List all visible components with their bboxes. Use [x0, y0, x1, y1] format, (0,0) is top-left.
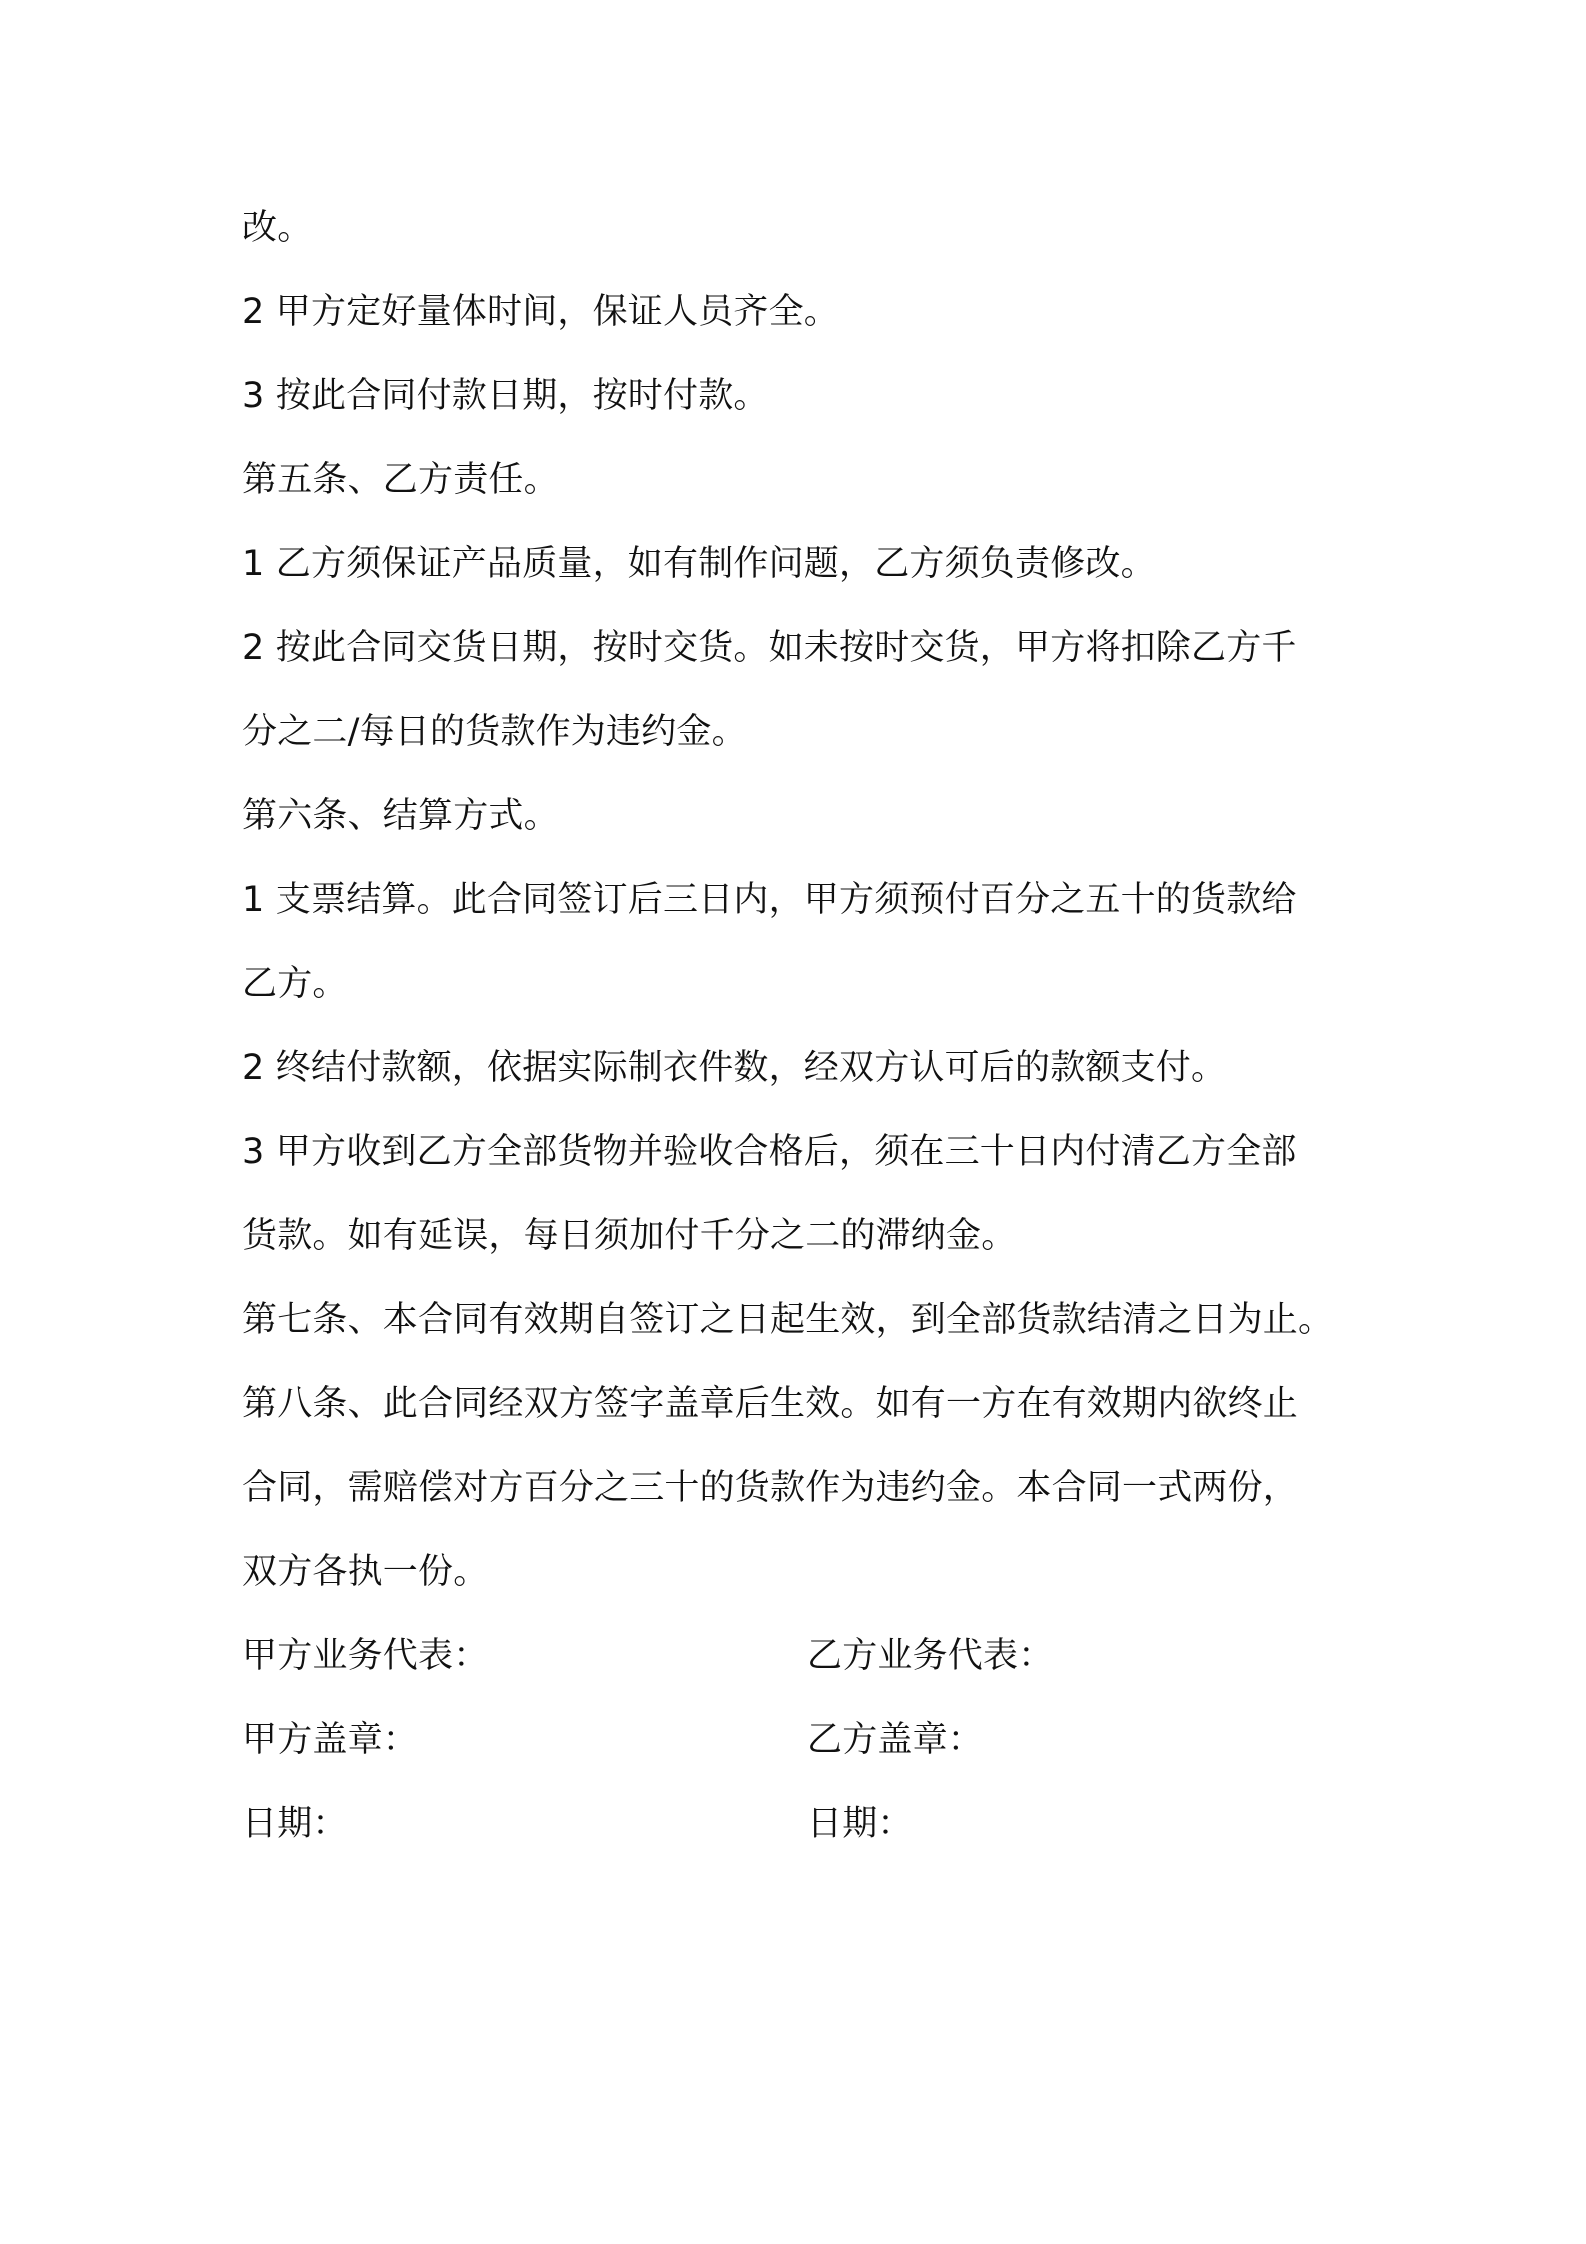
text-line: 改。 [242, 208, 313, 248]
text-line: 双方各执一份。 [242, 1552, 489, 1592]
section-heading: 第八条、此合同经双方签字盖章后生效。如有一方在有效期内欲终止 [242, 1384, 1299, 1424]
text-line: 3 甲方收到乙方全部货物并验收合格后，须在三十日内付清乙方全部 [242, 1132, 1297, 1172]
party-a-date-label: 日期： [242, 1804, 348, 1844]
text-line: 货款。如有延误，每日须加付千分之二的滞纳金。 [242, 1216, 1017, 1256]
section-heading: 第五条、乙方责任。 [242, 460, 559, 500]
section-heading: 第七条、本合同有效期自签订之日起生效，到全部货款结清之日为止。 [242, 1300, 1334, 1340]
text-line: 2 甲方定好量体时间，保证人员齐全。 [242, 292, 839, 332]
text-line: 2 按此合同交货日期，按时交货。如未按时交货，甲方将扣除乙方千 [242, 628, 1297, 668]
section-heading: 第六条、结算方式。 [242, 796, 559, 836]
party-b-rep-label: 乙方业务代表： [807, 1636, 1054, 1676]
text-line: 1 支票结算。此合同签订后三日内，甲方须预付百分之五十的货款给 [242, 880, 1297, 920]
text-line: 1 乙方须保证产品质量，如有制作问题，乙方须负责修改。 [242, 544, 1156, 584]
text-line: 2 终结付款额，依据实际制衣件数，经双方认可后的款额支付。 [242, 1048, 1227, 1088]
text-line: 合同，需赔偿对方百分之三十的货款作为违约金。本合同一式两份， [242, 1468, 1299, 1508]
text-line: 3 按此合同付款日期，按时付款。 [242, 376, 769, 416]
text-line: 乙方。 [242, 964, 348, 1004]
party-b-date-label: 日期： [807, 1804, 913, 1844]
party-b-seal-label: 乙方盖章： [807, 1720, 984, 1760]
party-a-rep-label: 甲方业务代表： [242, 1636, 489, 1676]
text-line: 分之二/每日的货款作为违约金。 [242, 712, 747, 752]
party-a-seal-label: 甲方盖章： [242, 1720, 419, 1760]
